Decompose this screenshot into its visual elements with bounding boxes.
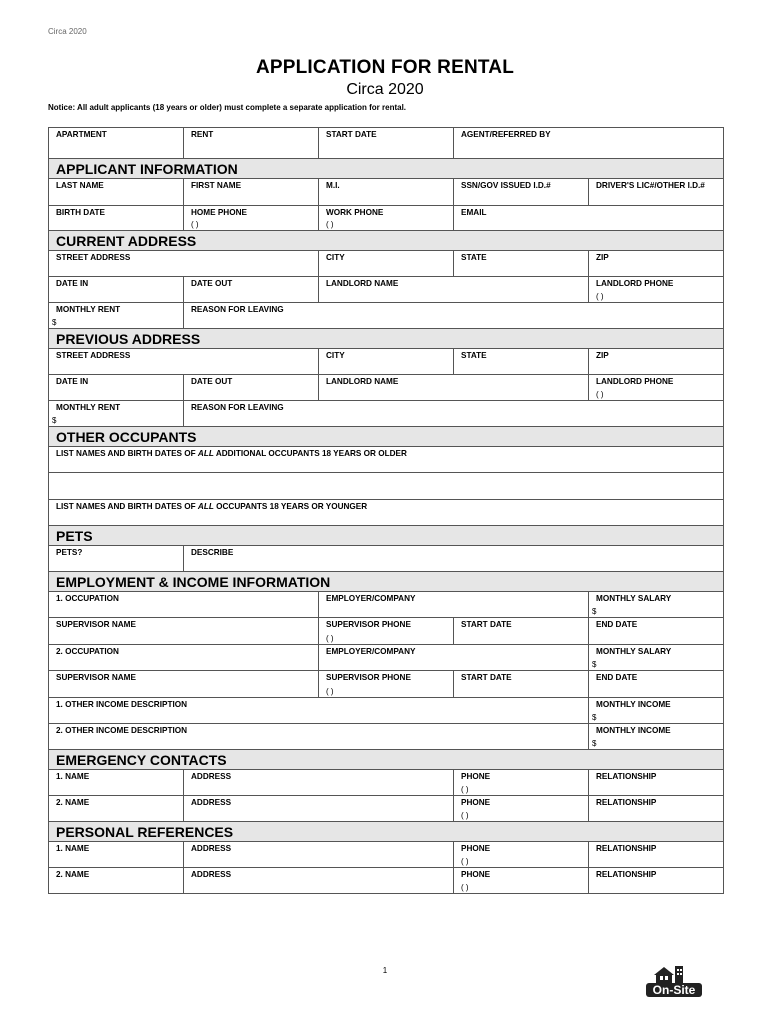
- date-in-field[interactable]: [49, 375, 184, 400]
- reference-address-2-field[interactable]: [184, 868, 454, 893]
- field-label: 1. OTHER INCOME DESCRIPTION: [56, 700, 188, 709]
- other-income-2-field[interactable]: [49, 724, 589, 749]
- form-row: [49, 179, 723, 206]
- state-field[interactable]: [454, 251, 589, 276]
- emergency-phone-1-field[interactable]: [454, 770, 589, 795]
- page-title: APPLICATION FOR RENTAL: [255, 57, 515, 78]
- dollar-sign: $: [592, 660, 597, 669]
- phone-parens: ( ): [461, 811, 469, 820]
- field-label: ADDRESS: [191, 798, 232, 807]
- field-label: 1. OCCUPATION: [56, 594, 119, 603]
- field-label: LANDLORD PHONE: [596, 377, 674, 386]
- phone-parens: ( ): [326, 687, 334, 696]
- supervisor-name-2-field[interactable]: [49, 671, 319, 697]
- section-heading-employment: EMPLOYMENT & INCOME INFORMATION: [49, 572, 723, 592]
- agent-field[interactable]: [454, 128, 723, 158]
- phone-parens: ( ): [461, 857, 469, 866]
- reference-phone-2-field[interactable]: [454, 868, 589, 893]
- form-row: [49, 618, 723, 645]
- field-label: DATE OUT: [191, 279, 233, 288]
- emergency-phone-2-field[interactable]: [454, 796, 589, 821]
- form-row: [49, 473, 723, 500]
- field-label: EMPLOYER/COMPANY: [326, 647, 416, 656]
- field-label: MONTHLY SALARY: [596, 594, 672, 603]
- form-row: [49, 724, 723, 750]
- field-label: LIST NAMES AND BIRTH DATES OF: [56, 449, 198, 458]
- dollar-sign: $: [52, 318, 57, 327]
- field-label: SUPERVISOR PHONE: [326, 620, 411, 629]
- street-address-field[interactable]: [49, 251, 319, 276]
- logo-text: On-Site: [652, 983, 696, 997]
- section-heading-emergency: EMERGENCY CONTACTS: [49, 750, 723, 770]
- field-label: ADDRESS: [191, 844, 232, 853]
- date-out-field[interactable]: [184, 375, 319, 400]
- last-name-field[interactable]: [49, 179, 184, 205]
- home-phone-field[interactable]: [184, 206, 319, 230]
- phone-parens: ( ): [596, 292, 604, 301]
- form-row: [49, 401, 723, 427]
- field-label: START DATE: [461, 620, 512, 629]
- emergency-address-1-field[interactable]: [184, 770, 454, 795]
- field-label: PHONE: [461, 870, 491, 879]
- page-number: 1: [382, 966, 388, 975]
- landlord-phone-field[interactable]: [589, 375, 723, 400]
- emergency-relationship-1-field[interactable]: [589, 770, 723, 795]
- field-label-emphasis: ALL: [197, 449, 214, 458]
- start-date-1-field[interactable]: [454, 618, 589, 644]
- field-label: DESCRIBE: [191, 548, 234, 557]
- field-label: DRIVER'S LIC#/OTHER I.D.#: [596, 181, 705, 190]
- form-row: [49, 349, 723, 375]
- field-label: RELATIONSHIP: [596, 798, 657, 807]
- field-label: MONTHLY SALARY: [596, 647, 672, 656]
- field-label: START DATE: [461, 673, 512, 682]
- field-label: CITY: [326, 253, 345, 262]
- city-field[interactable]: [319, 251, 454, 276]
- field-label: 2. OTHER INCOME DESCRIPTION: [56, 726, 188, 735]
- monthly-income-1-field[interactable]: [589, 698, 723, 723]
- field-label: 2. NAME: [56, 798, 90, 807]
- phone-parens: ( ): [461, 883, 469, 892]
- field-label: END DATE: [596, 673, 638, 682]
- field-label: OCCUPANTS 18 YEARS OR YOUNGER: [213, 502, 368, 511]
- field-label: REASON FOR LEAVING: [191, 305, 284, 314]
- field-label: AGENT/REFERRED BY: [461, 130, 551, 139]
- field-label: APARTMENT: [56, 130, 107, 139]
- dollar-sign: $: [592, 713, 597, 722]
- monthly-rent-field[interactable]: [49, 401, 184, 426]
- field-label: PHONE: [461, 798, 491, 807]
- describe-pets-field[interactable]: [184, 546, 723, 571]
- monthly-salary-2-field[interactable]: [589, 645, 723, 670]
- zip-field[interactable]: [589, 349, 723, 374]
- form-row: [49, 770, 723, 796]
- rent-field[interactable]: [184, 128, 319, 158]
- apartment-field[interactable]: [49, 128, 184, 158]
- start-date-2-field[interactable]: [454, 671, 589, 697]
- form-row: [49, 546, 723, 572]
- end-date-2-field[interactable]: [589, 671, 723, 697]
- form-row: [49, 500, 723, 526]
- section-heading-previous-address: PREVIOUS ADDRESS: [49, 329, 723, 349]
- emergency-name-1-field[interactable]: [49, 770, 184, 795]
- landlord-name-field[interactable]: [319, 277, 589, 302]
- phone-parens: ( ): [326, 220, 334, 229]
- email-field[interactable]: [454, 206, 723, 230]
- zip-field[interactable]: [589, 251, 723, 276]
- form-row: [49, 671, 723, 698]
- ssn-field[interactable]: [454, 179, 589, 205]
- other-income-1-field[interactable]: [49, 698, 589, 723]
- field-label: LANDLORD NAME: [326, 279, 399, 288]
- section-heading-pets: PETS: [49, 526, 723, 546]
- mi-field[interactable]: [319, 179, 454, 205]
- field-label: SUPERVISOR NAME: [56, 620, 136, 629]
- first-name-field[interactable]: [184, 179, 319, 205]
- form-row: [49, 698, 723, 724]
- landlord-name-field[interactable]: [319, 375, 589, 400]
- field-label: REASON FOR LEAVING: [191, 403, 284, 412]
- emergency-name-2-field[interactable]: [49, 796, 184, 821]
- field-label: PHONE: [461, 844, 491, 853]
- corner-caption: Circa 2020: [48, 27, 87, 36]
- occupants-older-continued[interactable]: [49, 473, 723, 499]
- dollar-sign: $: [52, 416, 57, 425]
- reference-name-1-field[interactable]: [49, 842, 184, 867]
- reason-leaving-field[interactable]: [184, 401, 723, 426]
- field-label: 2. NAME: [56, 870, 90, 879]
- field-label: MONTHLY RENT: [56, 403, 121, 412]
- field-label: ADDITIONAL OCCUPANTS 18 YEARS OR OLDER: [213, 449, 407, 458]
- form-row: [49, 251, 723, 277]
- phone-parens: ( ): [191, 220, 199, 229]
- form-row: [49, 868, 723, 894]
- field-label: STATE: [461, 351, 487, 360]
- reference-relationship-2-field[interactable]: [589, 868, 723, 893]
- section-heading-current-address: CURRENT ADDRESS: [49, 231, 723, 251]
- emergency-address-2-field[interactable]: [184, 796, 454, 821]
- reference-name-2-field[interactable]: [49, 868, 184, 893]
- dollar-sign: $: [592, 607, 597, 616]
- field-label: PETS?: [56, 548, 83, 557]
- date-in-field[interactable]: [49, 277, 184, 302]
- form-row: [49, 645, 723, 671]
- field-label: WORK PHONE: [326, 208, 384, 217]
- occupation-1-field[interactable]: [49, 592, 319, 617]
- field-label: ZIP: [596, 351, 609, 360]
- rental-application-form: [48, 127, 724, 894]
- field-label: M.I.: [326, 181, 340, 190]
- field-label: STREET ADDRESS: [56, 351, 131, 360]
- supervisor-phone-2-field[interactable]: [319, 671, 454, 697]
- notice-text: Notice: All adult applicants (18 years or older) must complete a separate application for rental.: [48, 103, 407, 112]
- field-label: SUPERVISOR NAME: [56, 673, 136, 682]
- supervisor-name-1-field[interactable]: [49, 618, 319, 644]
- field-label: ADDRESS: [191, 772, 232, 781]
- monthly-salary-1-field[interactable]: [589, 592, 723, 617]
- supervisor-phone-1-field[interactable]: [319, 618, 454, 644]
- pets-field[interactable]: [49, 546, 184, 571]
- field-label: SSN/GOV ISSUED I.D.#: [461, 181, 551, 190]
- field-label: EMAIL: [461, 208, 487, 217]
- form-row: [49, 206, 723, 231]
- field-label-emphasis: ALL: [197, 502, 214, 511]
- end-date-1-field[interactable]: [589, 618, 723, 644]
- field-label: 1. NAME: [56, 772, 90, 781]
- reference-address-1-field[interactable]: [184, 842, 454, 867]
- field-label: 2. OCCUPATION: [56, 647, 119, 656]
- work-phone-field[interactable]: [319, 206, 454, 230]
- employer-1-field[interactable]: [319, 592, 589, 617]
- field-label: RELATIONSHIP: [596, 772, 657, 781]
- field-label: STATE: [461, 253, 487, 262]
- field-label: FIRST NAME: [191, 181, 242, 190]
- field-label: DATE IN: [56, 377, 89, 386]
- field-label: SUPERVISOR PHONE: [326, 673, 411, 682]
- field-label: STREET ADDRESS: [56, 253, 131, 262]
- phone-parens: ( ): [326, 634, 334, 643]
- dollar-sign: $: [592, 739, 597, 748]
- form-row: [49, 796, 723, 822]
- page-subtitle: Circa 2020: [346, 81, 424, 98]
- street-address-field[interactable]: [49, 349, 319, 374]
- phone-parens: ( ): [596, 390, 604, 399]
- field-label: LANDLORD PHONE: [596, 279, 674, 288]
- form-row: [49, 277, 723, 303]
- occupants-younger-field[interactable]: [49, 500, 723, 525]
- landlord-phone-field[interactable]: [589, 277, 723, 302]
- monthly-income-2-field[interactable]: [589, 724, 723, 749]
- state-field[interactable]: [454, 349, 589, 374]
- field-label: DATE OUT: [191, 377, 233, 386]
- field-label: RELATIONSHIP: [596, 844, 657, 853]
- form-row: [49, 447, 723, 473]
- field-label: ADDRESS: [191, 870, 232, 879]
- field-label: PHONE: [461, 772, 491, 781]
- emergency-relationship-2-field[interactable]: [589, 796, 723, 821]
- field-label: LIST NAMES AND BIRTH DATES OF: [56, 502, 198, 511]
- field-label: LANDLORD NAME: [326, 377, 399, 386]
- reference-relationship-1-field[interactable]: [589, 842, 723, 867]
- field-label: MONTHLY RENT: [56, 305, 121, 314]
- field-label: ZIP: [596, 253, 609, 262]
- field-label: CITY: [326, 351, 345, 360]
- form-row: [49, 375, 723, 401]
- phone-parens: ( ): [461, 785, 469, 794]
- onsite-logo: [644, 961, 704, 999]
- field-label: LAST NAME: [56, 181, 104, 190]
- form-row: [49, 128, 723, 159]
- field-label: MONTHLY INCOME: [596, 726, 671, 735]
- field-label: END DATE: [596, 620, 638, 629]
- form-row: [49, 592, 723, 618]
- employer-2-field[interactable]: [319, 645, 589, 670]
- field-label: EMPLOYER/COMPANY: [326, 594, 416, 603]
- city-field[interactable]: [319, 349, 454, 374]
- occupants-older-field[interactable]: [49, 447, 723, 472]
- form-row: [49, 303, 723, 329]
- section-heading-references: PERSONAL REFERENCES: [49, 822, 723, 842]
- field-label: BIRTH DATE: [56, 208, 105, 217]
- reason-leaving-field[interactable]: [184, 303, 723, 328]
- date-out-field[interactable]: [184, 277, 319, 302]
- form-row: [49, 842, 723, 868]
- start-date-field[interactable]: [319, 128, 454, 158]
- section-heading-other-occupants: OTHER OCCUPANTS: [49, 427, 723, 447]
- field-label: START DATE: [326, 130, 377, 139]
- drivers-lic-field[interactable]: [589, 179, 723, 205]
- monthly-rent-field[interactable]: [49, 303, 184, 328]
- field-label: RENT: [191, 130, 214, 139]
- birth-date-field[interactable]: [49, 206, 184, 230]
- field-label: 1. NAME: [56, 844, 90, 853]
- field-label: RELATIONSHIP: [596, 870, 657, 879]
- field-label: HOME PHONE: [191, 208, 247, 217]
- reference-phone-1-field[interactable]: [454, 842, 589, 867]
- section-heading-applicant: APPLICANT INFORMATION: [49, 159, 723, 179]
- occupation-2-field[interactable]: [49, 645, 319, 670]
- field-label: DATE IN: [56, 279, 89, 288]
- field-label: MONTHLY INCOME: [596, 700, 671, 709]
